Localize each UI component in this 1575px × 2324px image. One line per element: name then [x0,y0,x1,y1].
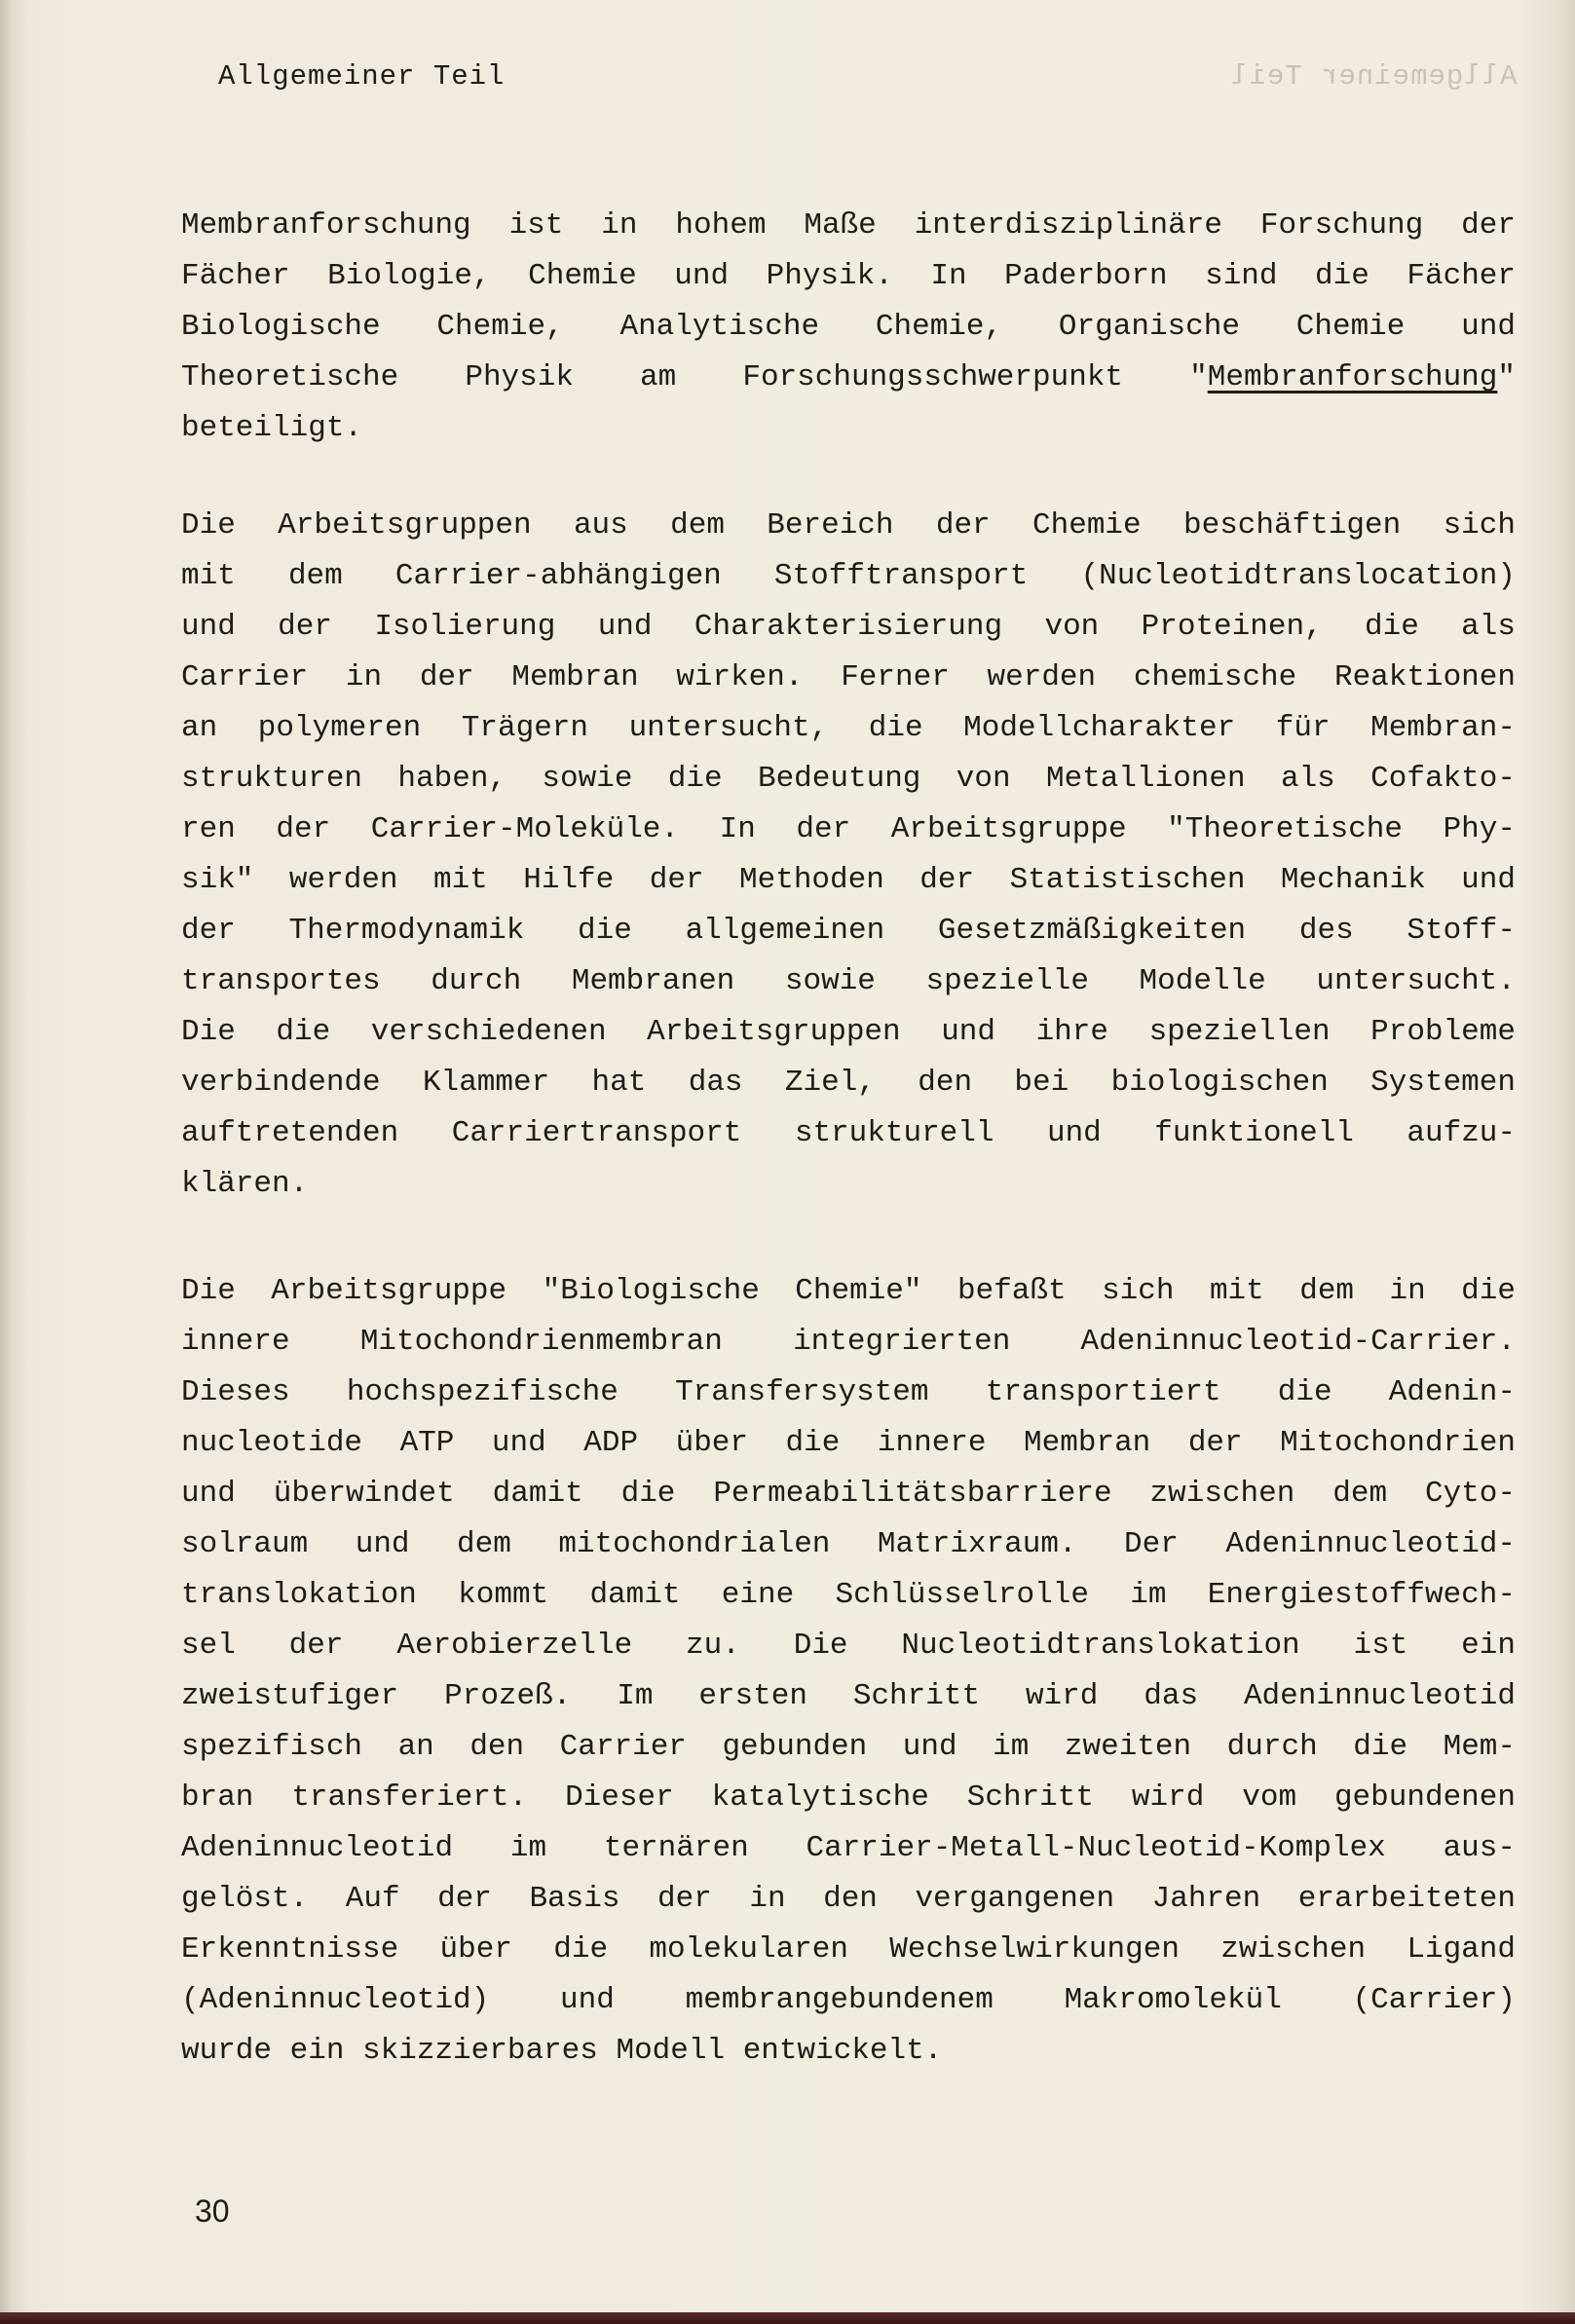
text-line: transportes durch Membranen sowie spezielle Modelle untersucht. [181,964,1516,998]
book-bottom-edge [0,2312,1575,2324]
text-fragment: " [1497,360,1516,394]
paragraph-2 [181,501,1516,1210]
text-line: Erkenntnisse über die molekularen Wechselwirkungen zwischen Ligand [181,1932,1516,1967]
text-line [181,353,1516,403]
text-line: Dieses hochspezifische Transfersystem transportiert die Adenin- [181,1375,1516,1409]
text-line: verbindende Klammer hat das Ziel, den bei biologischen Systemen [181,1066,1516,1100]
text-line: translokation kommt damit eine Schlüsselrolle im Energiestoffwech- [181,1578,1516,1612]
text-line: strukturen haben, sowie die Bedeutung von Metallionen als Cofakto- [181,762,1516,796]
text-line: Biologische Chemie, Analytische Chemie, Organische Chemie und [181,310,1516,344]
text-line: an polymeren Trägern untersucht, die Modellcharakter für Membran- [181,711,1516,745]
running-header: Allgemeiner Teil [218,60,506,93]
text-line: und der Isolierung und Charakterisierung von Proteinen, die als [181,610,1516,644]
bleed-through-header: Allgemeiner Teil [1229,60,1517,93]
text-line: zweistufiger Prozeß. Im ersten Schritt wird das Adeninnucleotid [181,1679,1516,1713]
text-line: solraum und dem mitochondrialen Matrixraum. Der Adeninnucleotid- [181,1527,1516,1561]
text-line: der Thermodynamik die allgemeinen Gesetzmäßigkeiten des Stoff- [181,914,1516,948]
text-fragment: Theoretische Physik am Forschungsschwerpunkt " [181,360,1208,394]
text-line: (Adeninnucleotid) und membrangebundenem Makromolekül (Carrier) [181,1983,1516,2017]
paragraph-3 [181,1266,1516,2077]
text-line: und überwindet damit die Permeabilitätsbarriere zwischen dem Cyto- [181,1477,1516,1511]
page-number: 30 [195,2193,230,2229]
text-line: Adeninnucleotid im ternären Carrier-Metall-Nucleotid-Komplex aus- [181,1831,1516,1865]
text-line: sik" werden mit Hilfe der Methoden der Statistischen Mechanik und [181,863,1516,897]
text-line: Die die verschiedenen Arbeitsgruppen und ihre speziellen Probleme [181,1015,1516,1049]
text-line: ren der Carrier-Moleküle. In der Arbeitsgruppe "Theoretische Phy- [181,812,1516,846]
text-line: gelöst. Auf der Basis der in den vergangenen Jahren erarbeiteten [181,1882,1516,1916]
text-line: sel der Aerobierzelle zu. Die Nucleotidtranslokation ist ein [181,1629,1516,1663]
paragraph-1 [181,201,1516,454]
text-line: spezifisch an den Carrier gebunden und im zweiten durch die Mem- [181,1730,1516,1764]
text-line: auftretenden Carriertransport strukturell und funktionell aufzu- [181,1116,1516,1150]
text-line: Carrier in der Membran wirken. Ferner werden chemische Reaktionen [181,660,1516,694]
text-line: bran transferiert. Dieser katalytische Schritt wird vom gebundenen [181,1780,1516,1815]
text-line: Die Arbeitsgruppen aus dem Bereich der Chemie beschäftigen sich [181,508,1516,543]
text-line: Membranforschung ist in hohem Maße interdisziplinäre Forschung der [181,208,1516,243]
text-line: innere Mitochondrienmembran integrierten Adeninnucleotid-Carrier. [181,1325,1516,1359]
text-line: wurde ein skizzierbares Modell entwickelt. [181,2034,943,2068]
text-line: beteiligt. [181,411,363,445]
text-line: Fächer Biologie, Chemie und Physik. In Paderborn sind die Fächer [181,259,1516,293]
book-spine-shadow [0,0,14,2324]
text-line: nucleotide ATP und ADP über die innere Membran der Mitochondrien [181,1426,1516,1460]
text-line: Die Arbeitsgruppe "Biologische Chemie" befaßt sich mit dem in die [181,1274,1516,1308]
text-line: klären. [181,1167,309,1201]
text-line: mit dem Carrier-abhängigen Stofftransport (Nucleotidtranslocation) [181,559,1516,593]
underlined-term: Membranforschung [1207,360,1498,394]
